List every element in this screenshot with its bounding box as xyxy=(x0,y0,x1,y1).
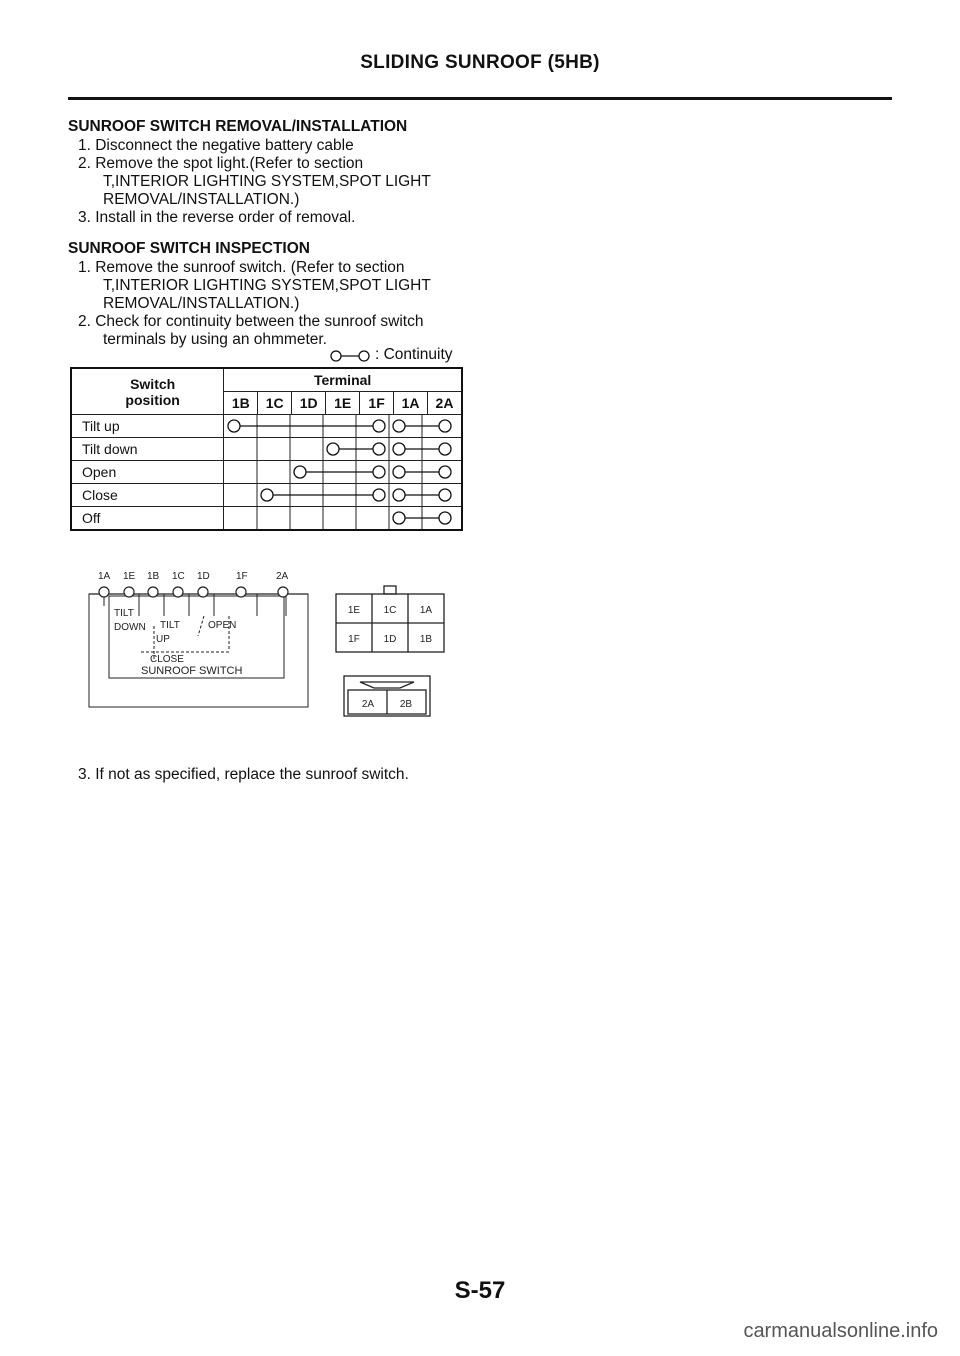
continuity-cell xyxy=(224,461,462,484)
inspection-step-1-line-2: T,INTERIOR LIGHTING SYSTEM,SPOT LIGHT xyxy=(103,277,431,294)
schematic-pin-label: 2A xyxy=(276,571,289,582)
table-row xyxy=(71,461,462,484)
removal-step-3: 3. Install in the reverse order of removal. xyxy=(78,209,356,226)
schematic-label-close: CLOSE xyxy=(150,654,184,665)
inspection-step-1: 1. Remove the sunroof switch. (Refer to section xyxy=(78,259,405,276)
schematic-label-tilt2: TILT xyxy=(160,620,180,631)
page-number: S-57 xyxy=(454,1277,506,1304)
schematic-label-up: UP xyxy=(156,634,170,645)
table-row xyxy=(71,484,462,507)
removal-step-2-line-3: REMOVAL/INSTALLATION.) xyxy=(103,191,300,208)
schematic-label-open: OPEN xyxy=(208,620,237,631)
continuity-node xyxy=(373,420,385,432)
schematic-pin-label: 1B xyxy=(147,571,160,582)
schematic-label-tilt: TILT xyxy=(114,608,134,619)
removal-step-2-line-2: T,INTERIOR LIGHTING SYSTEM,SPOT LIGHT xyxy=(103,173,431,190)
continuity-node xyxy=(439,443,451,455)
inspection-step-1-line-3: REMOVAL/INSTALLATION.) xyxy=(103,295,300,312)
continuity-node xyxy=(439,466,451,478)
inspection-step-3: 3. If not as specified, replace the sunroof switch. xyxy=(78,766,409,783)
continuity-node xyxy=(393,420,405,432)
watermark: carmanualsonline.info xyxy=(743,1320,938,1342)
terminal-header: Terminal xyxy=(224,368,462,392)
continuity-node xyxy=(373,443,385,455)
connector-pin-1d: 1D xyxy=(383,634,397,645)
continuity-node xyxy=(373,466,385,478)
terminal-1a: 1A xyxy=(394,392,428,415)
switch-position-cell: Close xyxy=(71,484,224,507)
switch-position-cell: Open xyxy=(71,461,224,484)
continuity-cell xyxy=(224,438,462,461)
inspection-step-2: 2. Check for continuity between the sunroof switch xyxy=(78,313,424,330)
continuity-node xyxy=(393,489,405,501)
table-row xyxy=(71,438,462,461)
inspection-title: SUNROOF SWITCH INSPECTION xyxy=(68,240,310,257)
terminal-1e: 1E xyxy=(326,392,360,415)
continuity-node xyxy=(439,489,451,501)
terminal-1c: 1C xyxy=(258,392,292,415)
continuity-node xyxy=(261,489,273,501)
removal-step-1: 1. Disconnect the negative battery cable xyxy=(78,137,354,154)
inspection-step-2-line-2: terminals by using an ohmmeter. xyxy=(103,331,327,348)
schematic-label-switch: SUNROOF SWITCH xyxy=(141,665,243,677)
switch-position-header: Switch position xyxy=(71,368,224,415)
continuity-cell xyxy=(224,507,462,531)
continuity-node xyxy=(327,443,339,455)
removal-step-2: 2. Remove the spot light.(Refer to section xyxy=(78,155,364,172)
schematic-pin-label: 1A xyxy=(98,571,111,582)
schematic-pin-label: 1C xyxy=(172,571,185,582)
connector-pin-2a: 2A xyxy=(361,699,375,710)
schematic-pin-label: 1D xyxy=(197,571,210,582)
schematic-pin-label: 1E xyxy=(123,571,136,582)
continuity-cell xyxy=(224,415,462,438)
table-row xyxy=(71,507,462,531)
continuity-table xyxy=(70,367,463,531)
continuity-cell xyxy=(224,484,462,507)
continuity-node xyxy=(228,420,240,432)
continuity-node xyxy=(393,443,405,455)
switch-position-cell: Tilt down xyxy=(71,438,224,461)
continuity-legend-text: : Continuity xyxy=(375,346,453,363)
switch-position-cell: Tilt up xyxy=(71,415,224,438)
terminal-1d: 1D xyxy=(292,392,326,415)
continuity-legend-symbol xyxy=(330,348,380,364)
terminal-1f: 1F xyxy=(360,392,394,415)
table-row xyxy=(71,415,462,438)
switch-position-cell: Off xyxy=(71,507,224,531)
continuity-node xyxy=(393,466,405,478)
page-title: SLIDING SUNROOF (5HB) xyxy=(360,52,600,73)
continuity-node xyxy=(439,420,451,432)
connector-pin-1a: 1A xyxy=(419,605,433,616)
continuity-node xyxy=(373,489,385,501)
removal-title: SUNROOF SWITCH REMOVAL/INSTALLATION xyxy=(68,118,408,135)
connector-pin-1c: 1C xyxy=(383,605,397,616)
header-rule xyxy=(68,97,892,100)
connector-pin-2b: 2B xyxy=(399,699,413,710)
schematic-label-down: DOWN xyxy=(114,622,146,633)
schematic-pin-label: 1F xyxy=(236,571,248,582)
continuity-node xyxy=(393,512,405,524)
connector-pin-1f: 1F xyxy=(348,634,360,645)
terminal-1b: 1B xyxy=(224,392,258,415)
connector-pin-1e: 1E xyxy=(347,605,361,616)
continuity-node xyxy=(294,466,306,478)
sunroof-switch-schematic xyxy=(86,566,316,712)
terminal-2a: 2A xyxy=(428,392,463,415)
continuity-node xyxy=(439,512,451,524)
connector-pin-1b: 1B xyxy=(419,634,433,645)
connector-diagram xyxy=(330,580,450,740)
